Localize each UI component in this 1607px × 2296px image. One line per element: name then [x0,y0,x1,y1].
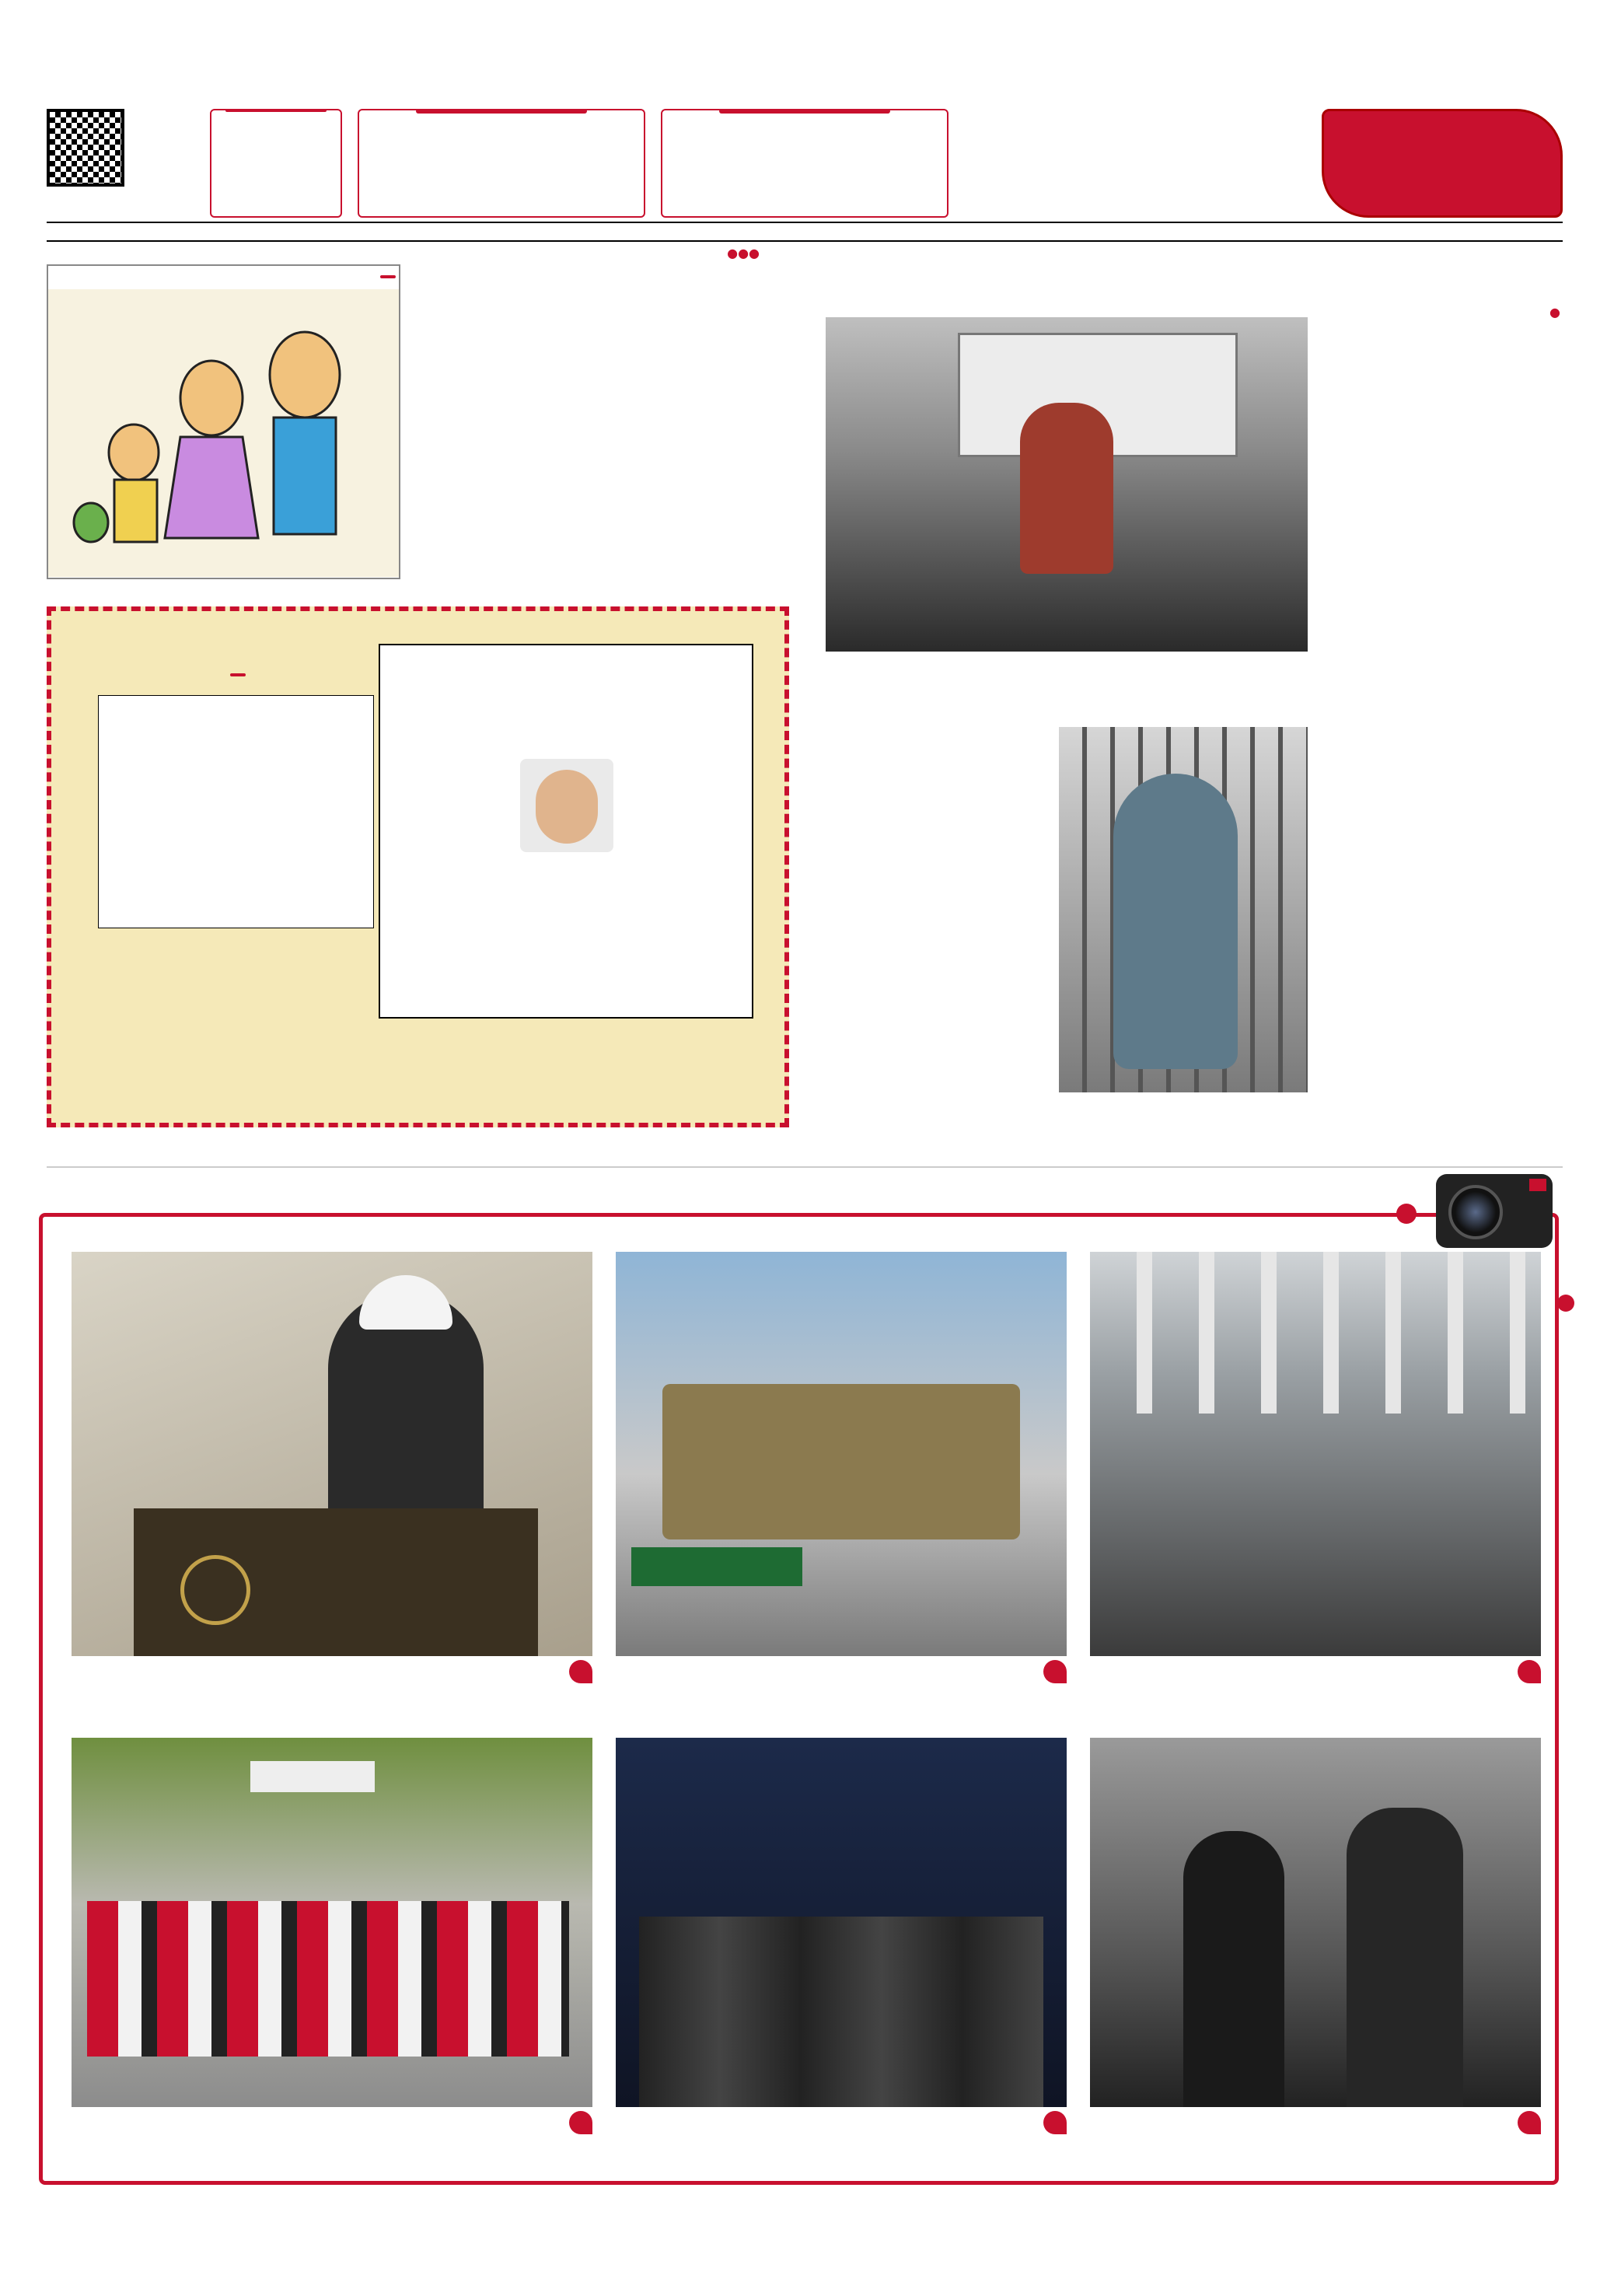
gallery-caption-5 [616,2111,1067,2139]
gallery-caption-3 [72,1660,592,1688]
photo-protest [1090,1738,1541,2107]
photo-festival [616,1738,1067,2107]
turban [359,1275,452,1330]
mosque-columns [1090,1252,1541,1414]
cartoon-label [380,275,396,278]
camera-icon [1436,1174,1553,1248]
cartoon-drawing [48,289,399,577]
hafez-title [719,109,890,114]
logo [1322,109,1563,218]
caption-number [1043,2111,1067,2134]
teacher-figure [1020,403,1113,574]
caption-number [1043,1660,1067,1683]
crossword-numbers-side [755,644,777,1017]
gallery-divider [47,1166,1563,1168]
photo-military-parade [616,1252,1067,1656]
quote-title [416,109,587,114]
caption-number [569,1660,592,1683]
parade-banner [631,1547,802,1586]
caption-number [1518,2111,1541,2134]
dots-icon: ●●● [727,246,760,260]
author-bullet: ● [1549,305,1560,320]
qr-code-icon [47,109,124,187]
caption-number [569,2111,592,2134]
gallery-caption-2 [616,1660,1067,1688]
cartoon-box [47,264,400,579]
missile-truck [662,1384,1020,1539]
camera-badge [1529,1179,1546,1191]
back-page-text [414,266,763,581]
un-emblem-icon [180,1555,250,1625]
photo-actress [1059,727,1308,1092]
gallery-side-dot [1557,1295,1574,1312]
photo-cyclists [72,1738,592,2107]
prayer-box [210,109,342,218]
crossword-box [47,606,789,1127]
quote-box [358,109,645,218]
masthead [47,109,1563,245]
caption-number [1518,1660,1541,1683]
article-author [1549,305,1560,320]
gallery-dot [1396,1204,1417,1224]
gallery-caption-6 [72,2111,592,2139]
award-figures [639,1917,1043,2107]
cyclist-group [87,1901,569,2057]
photo-rouhani [72,1252,592,1656]
answer-grid [98,695,374,928]
cartoon-header [48,266,399,288]
photo-classroom [826,317,1308,652]
crossword-portrait [520,759,613,852]
answer-label [230,673,246,676]
shop-sign [250,1761,375,1792]
gallery-caption-4 [1090,2111,1541,2139]
protester-figure [1183,1831,1284,2107]
portrait-face [536,770,598,844]
actress-figure [1113,774,1238,1069]
prayer-list [211,112,341,118]
masthead-bar [47,222,1563,242]
protester-figure [1347,1808,1463,2107]
camera-lens [1448,1185,1503,1239]
hafez-box [661,109,948,218]
photo-funeral [1090,1252,1541,1656]
gallery-caption-1 [1090,1660,1541,1688]
back-page-label [727,246,760,260]
